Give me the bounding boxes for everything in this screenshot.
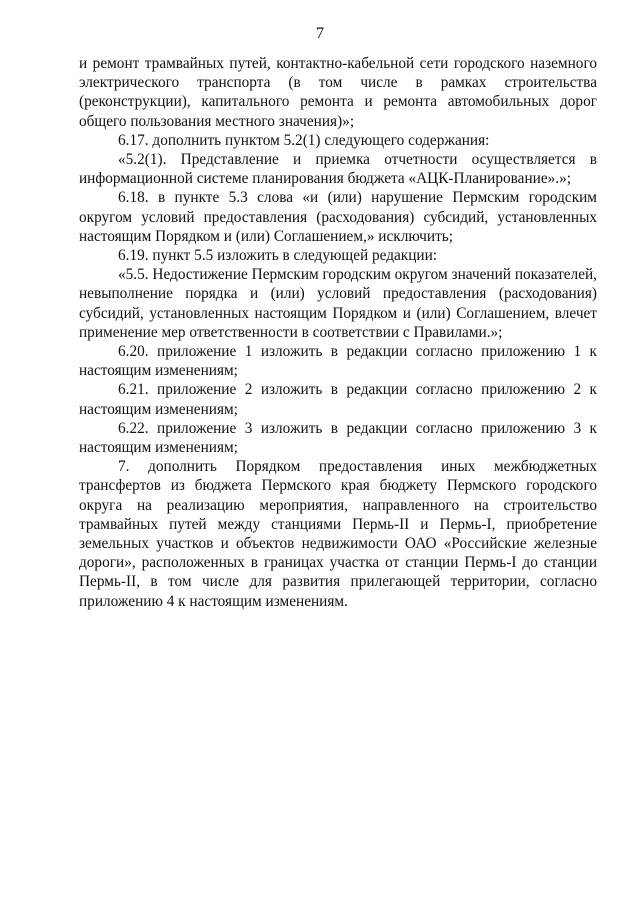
paragraph-6-18: 6.18. в пункте 5.3 слова «и (или) нарушение Пермским городским округом условий предоставления (расходования) субсидий, установленных настоящим Порядком и (или) Соглашением,» исключить;: [79, 189, 597, 245]
document-body: [79, 54, 597, 611]
page-number: 7: [316, 25, 324, 42]
paragraph-5-2-1-quote: «5.2(1). Представление и приемка отчетности осуществляется в информационной системе планирования бюджета «АЦК-Планирование».»;: [79, 151, 597, 188]
paragraph-6-19: 6.19. пункт 5.5 изложить в следующей редакции:: [118, 247, 438, 265]
paragraph-6-21: 6.21. приложение 2 изложить в редакции согласно приложению 2 к настоящим изменениям;: [79, 381, 597, 418]
paragraph-6-17: 6.17. дополнить пунктом 5.2(1) следующего содержания:: [118, 131, 490, 149]
paragraph-continuation: и ремонт трамвайных путей, контактно-кабельной сети городского наземного электрического транспорта (в том числе в рамках строительства (реконструкции), капитального ремонта и ремонта автомобильных дорог общего пользования местного значения)»;: [79, 55, 597, 130]
paragraph-6-22: 6.22. приложение 3 изложить в редакции согласно приложению 3 к настоящим изменениям;: [79, 419, 597, 457]
paragraph-5-5-quote: «5.5. Недостижение Пермским городским округом значений показателей, невыполнение порядка и (или) условий предоставления (расходования) субсидий, установленных настоящим Порядком и (или) Соглашением, влечет применение мер ответственности в соответствии с Правилами.»;: [79, 266, 597, 341]
paragraph-7: 7. дополнить Порядком предоставления иных межбюджетных трансфертов из бюджета Пермского края бюджету Пермского городского округа на реализацию мероприятия, направленного на строительство трамвайных путей между станциями Пермь-II и Пермь-I, приобретение земельных участков и объектов недвижимости ОАО «Российские железные дороги», расположенных в границах участка от станции Пермь-I до станции Пермь-II, в том числе для развития прилегающей территории, согласно приложению 4 к настоящим изменениям.: [79, 458, 597, 610]
paragraph-6-20: 6.20. приложение 1 изложить в редакции согласно приложению 1 к настоящим изменениям;: [79, 343, 597, 380]
